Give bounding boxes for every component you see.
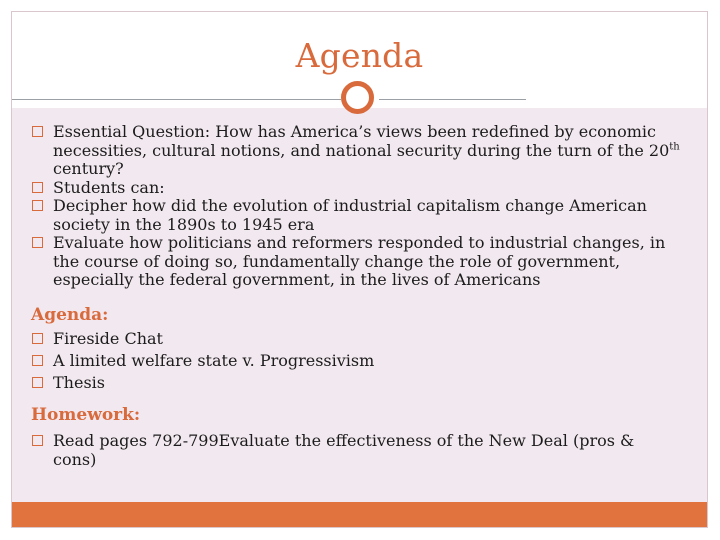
list-item-text: Thesis — [53, 373, 105, 392]
bullet-text: Students can: — [53, 177, 165, 197]
list-item — [32, 328, 682, 350]
essential-bullets — [32, 123, 692, 290]
checkbox-bullet-icon — [32, 333, 43, 344]
checkbox-bullet-icon — [32, 182, 43, 193]
checkbox-bullet-icon — [32, 435, 43, 446]
list-item — [32, 432, 672, 469]
checkbox-bullet-icon — [32, 126, 43, 137]
bullet-item — [32, 234, 692, 290]
homework-list — [32, 432, 672, 469]
slide-title: Agenda — [295, 36, 424, 75]
checkbox-bullet-icon — [32, 355, 43, 366]
bullet-text-tail: century? — [53, 159, 124, 178]
list-item-text: A limited welfare state v. Progressivism — [53, 351, 375, 370]
list-item-text: Read pages 792-799Evaluate the effectiveness of the New Deal (pros & cons) — [53, 431, 635, 469]
homework-heading: Homework: — [31, 405, 141, 425]
list-item — [32, 372, 682, 394]
bullet-superscript: th — [669, 141, 680, 153]
title-divider-right — [379, 99, 526, 100]
checkbox-bullet-icon — [32, 200, 43, 211]
list-item-text: Fireside Chat — [53, 329, 163, 348]
ring-ornament-icon — [341, 81, 374, 114]
footer-bar — [12, 502, 707, 527]
bullet-text: Decipher how did the evolution of industrial capitalism change American society in the 1890s to 1945 era — [53, 196, 647, 234]
title-divider-left — [12, 99, 341, 100]
checkbox-bullet-icon — [32, 377, 43, 388]
bullet-item — [32, 123, 692, 179]
agenda-heading: Agenda: — [31, 305, 109, 325]
bullet-item — [32, 179, 692, 198]
list-item — [32, 350, 682, 372]
bullet-text: Essential Question: How has America’s views been redefined by economic necessities, cultural notions, and national security during the turn of the 20 — [53, 122, 670, 160]
bullet-text: Evaluate how politicians and reformers responded to industrial changes, in the course of doing so, fundamentally change the role of government, especially the federal government, in the lives of Americans — [53, 233, 666, 289]
checkbox-bullet-icon — [32, 237, 43, 248]
agenda-list — [32, 328, 682, 394]
bullet-item — [32, 197, 692, 234]
